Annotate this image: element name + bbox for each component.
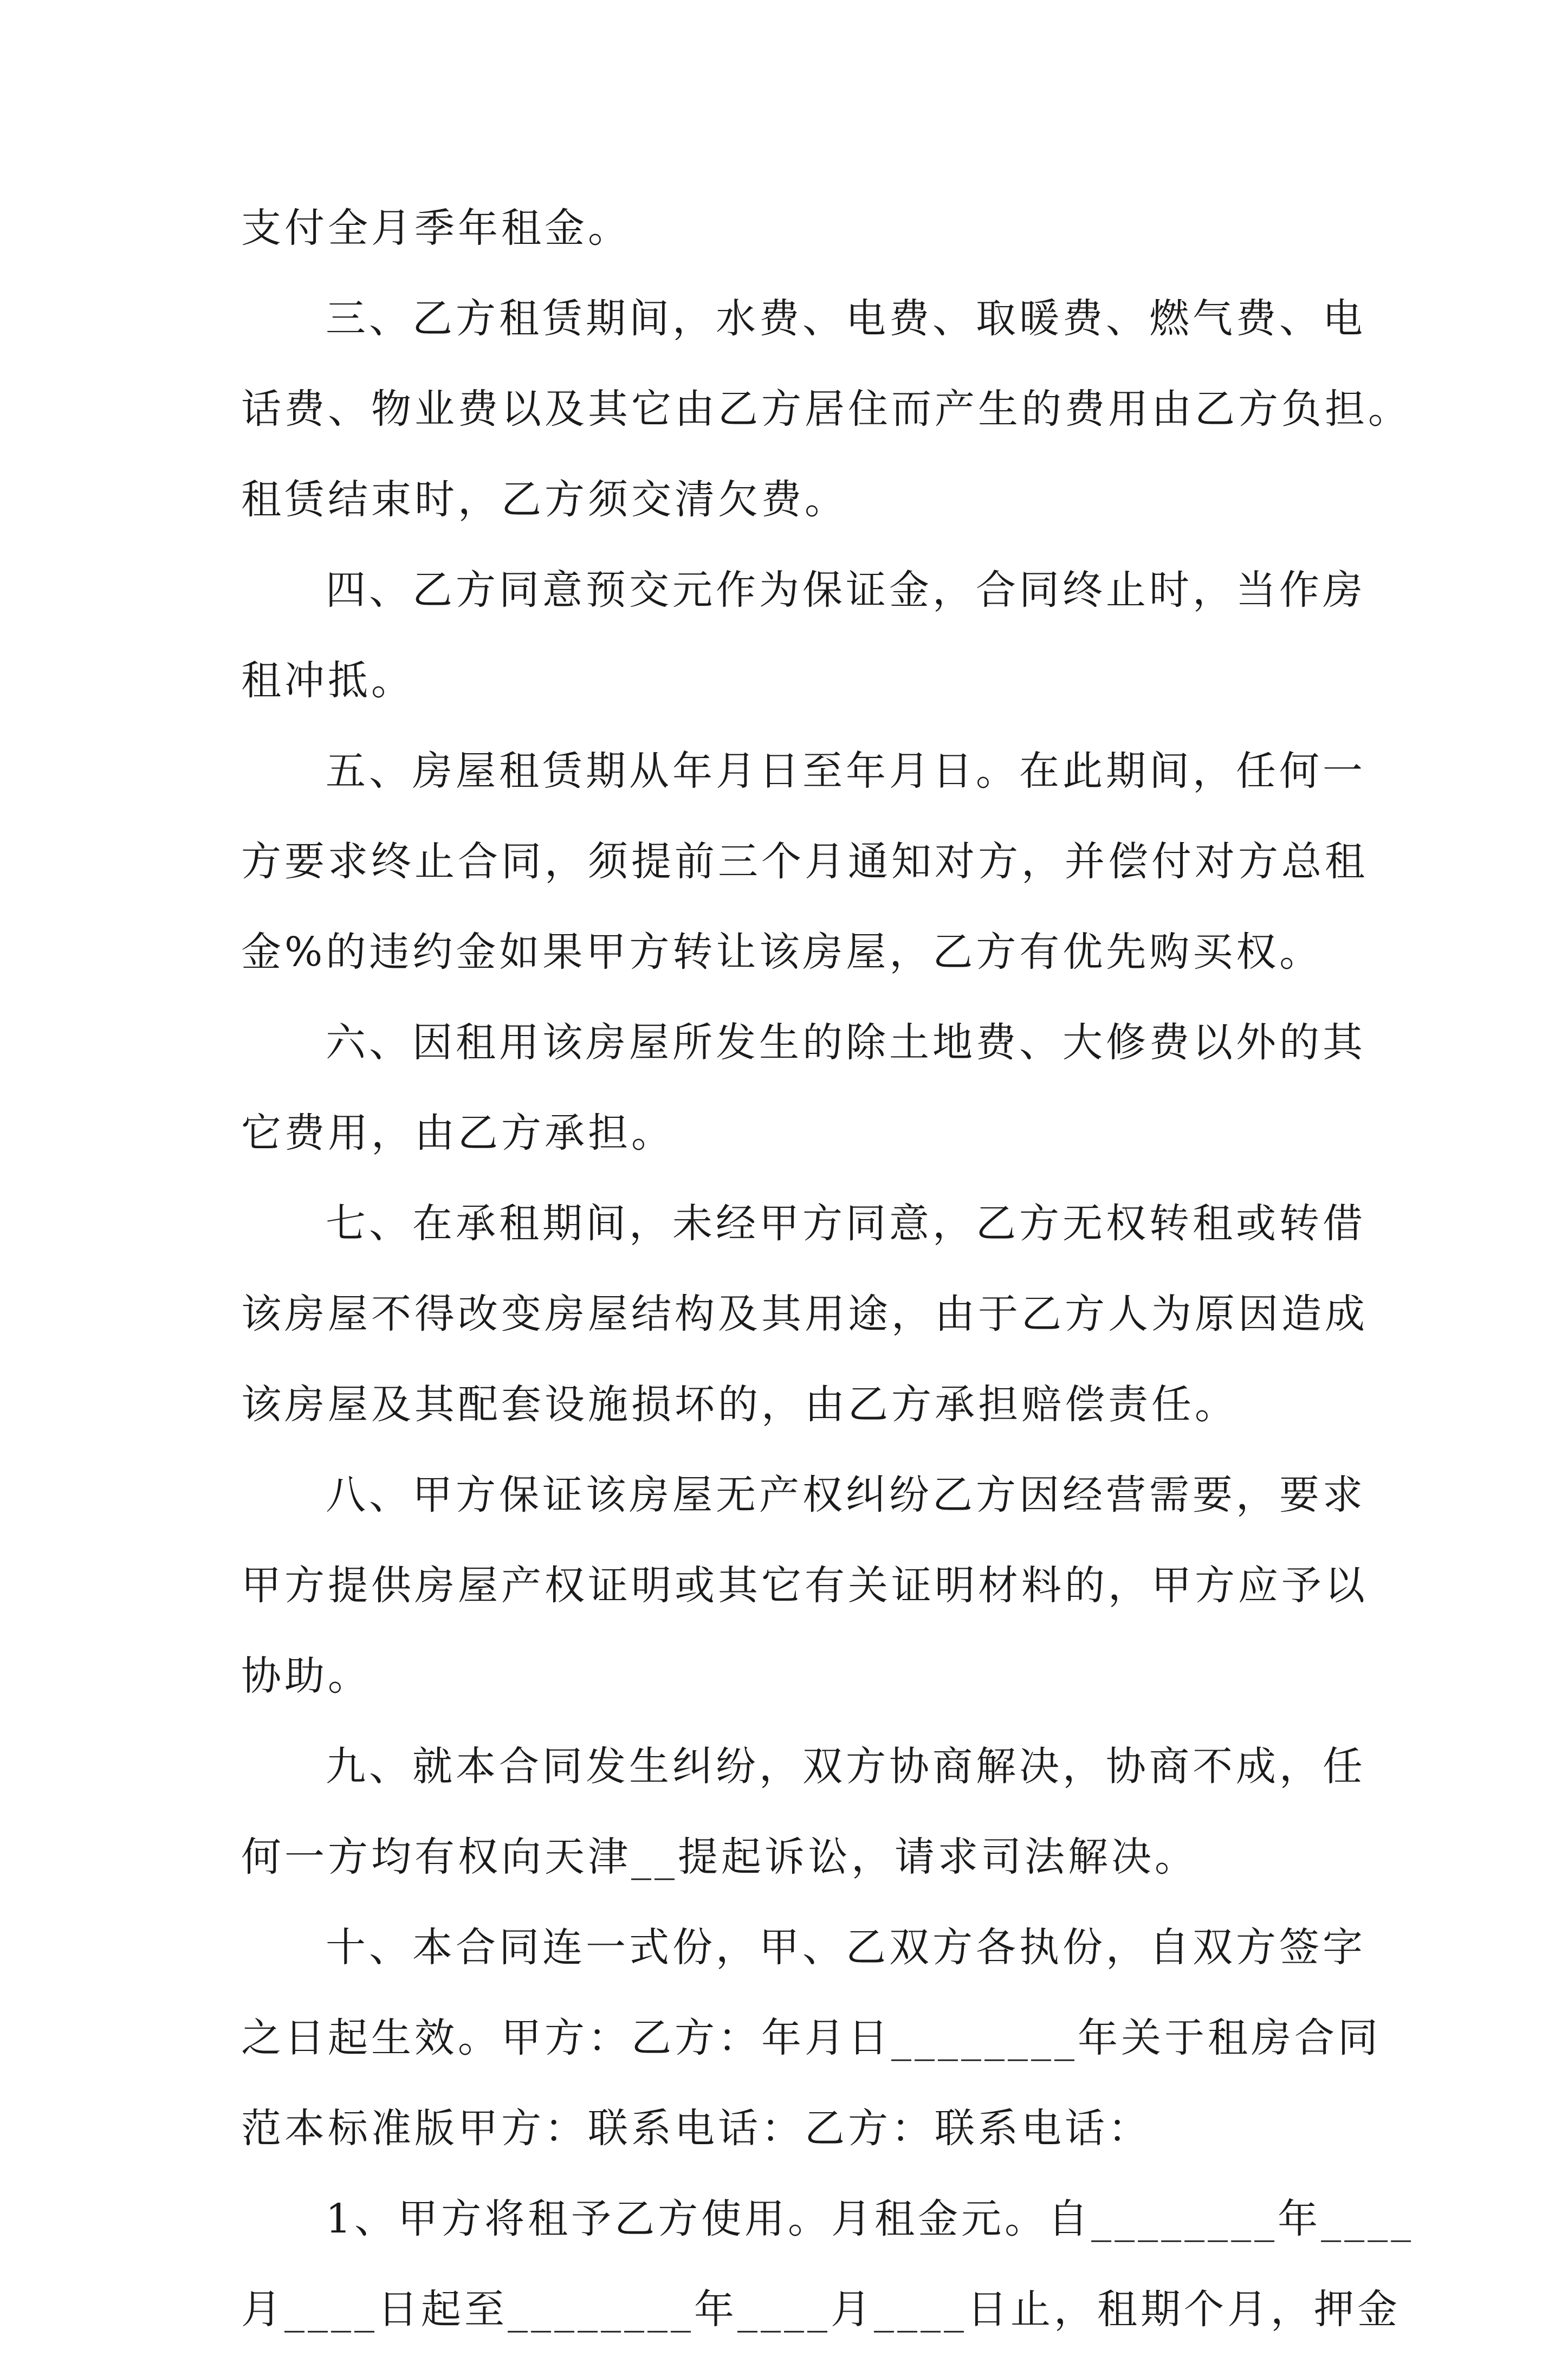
text-line-8: 方要求终止合同，须提前三个月通知对方，并偿付对方总租 xyxy=(241,838,1368,885)
text-line-2: 三、乙方租赁期间，水费、电费、取暖费、燃气费、电 xyxy=(326,295,1366,342)
text-line-24: 月____日起至________年____月____日止，租期个月，押金 xyxy=(241,2286,1401,2333)
text-line-1: 支付全月季年租金。 xyxy=(241,205,631,251)
text-line-14: 该房屋及其配套设施损坏的，由乙方承担赔偿责任。 xyxy=(241,1381,1238,1428)
text-line-23: 1、甲方将租予乙方使用。月租金元。自________年____ xyxy=(326,2196,1415,2242)
text-line-12: 七、在承租期间，未经甲方同意，乙方无权转租或转借 xyxy=(326,1200,1366,1247)
text-line-13: 该房屋不得改变房屋结构及其用途，由于乙方人为原因造成 xyxy=(241,1291,1368,1337)
text-line-18: 九、就本合同发生纠纷，双方协商解决，协商不成，任 xyxy=(326,1743,1366,1790)
text-line-17: 协助。 xyxy=(241,1653,371,1699)
text-line-9: 金%的违约金如果甲方转让该房屋，乙方有优先购买权。 xyxy=(241,929,1323,975)
text-line-7: 五、房屋租赁期从年月日至年月日。在此期间，任何一 xyxy=(326,748,1366,794)
text-line-4: 租赁结束时，乙方须交清欠费。 xyxy=(241,476,848,523)
text-line-20: 十、本合同连一式份，甲、乙双方各执份，自双方签字 xyxy=(326,1924,1366,1971)
text-line-11: 它费用，由乙方承担。 xyxy=(241,1110,675,1156)
text-line-21: 之日起生效。甲方：乙方：年月日________年关于租房合同 xyxy=(241,2015,1381,2061)
text-line-19: 何一方均有权向天津__提起诉讼，请求司法解决。 xyxy=(241,1834,1198,1880)
text-line-15: 八、甲方保证该房屋无产权纠纷乙方因经营需要，要求 xyxy=(326,1472,1366,1518)
contract-text xyxy=(241,203,1415,2375)
text-line-3: 话费、物业费以及其它由乙方居住而产生的费用由乙方负担。 xyxy=(241,386,1411,432)
text-line-5: 四、乙方同意预交元作为保证金，合同终止时，当作房 xyxy=(326,567,1366,613)
text-line-10: 六、因租用该房屋所发生的除土地费、大修费以外的其 xyxy=(326,1019,1366,1066)
text-line-16: 甲方提供房屋产权证明或其它有关证明材料的，甲方应予以 xyxy=(241,1562,1368,1609)
text-line-6: 租冲抵。 xyxy=(241,657,414,704)
text-line-22: 范本标准版甲方：联系电话：乙方：联系电话： xyxy=(241,2105,1151,2152)
